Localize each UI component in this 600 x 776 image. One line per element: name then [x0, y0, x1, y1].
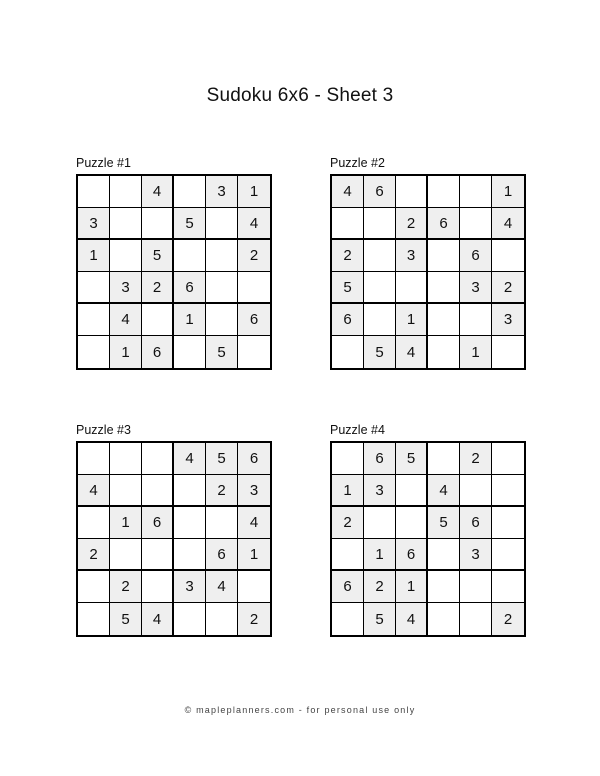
sudoku-cell: 2 [238, 603, 270, 635]
sudoku-cell: 2 [364, 571, 396, 603]
sudoku-cell[interactable] [428, 571, 460, 603]
sudoku-cell[interactable] [492, 336, 524, 368]
sudoku-cell: 1 [460, 336, 492, 368]
sudoku-cell[interactable] [174, 507, 206, 539]
puzzle-label: Puzzle #3 [76, 423, 131, 437]
sudoku-cell: 5 [364, 603, 396, 635]
sudoku-cell: 2 [396, 208, 428, 240]
sudoku-cell[interactable] [332, 336, 364, 368]
sudoku-cell[interactable] [110, 539, 142, 571]
sudoku-cell: 1 [78, 240, 110, 272]
puzzle-3 [76, 421, 270, 637]
sudoku-cell: 2 [238, 240, 270, 272]
sudoku-cell[interactable] [110, 475, 142, 507]
sudoku-cell[interactable] [428, 443, 460, 475]
puzzle-2 [330, 154, 524, 370]
sudoku-cell: 1 [332, 475, 364, 507]
sudoku-cell: 2 [206, 475, 238, 507]
sudoku-cell: 4 [206, 571, 238, 603]
sudoku-cell: 2 [492, 272, 524, 304]
sudoku-cell[interactable] [364, 208, 396, 240]
puzzle-1 [76, 154, 270, 370]
sudoku-cell[interactable] [332, 208, 364, 240]
sudoku-cell: 2 [78, 539, 110, 571]
sudoku-cell: 3 [174, 571, 206, 603]
sudoku-cell[interactable] [142, 443, 174, 475]
sudoku-cell[interactable] [142, 539, 174, 571]
puzzle-label: Puzzle #4 [330, 423, 385, 437]
puzzle-4 [330, 421, 524, 637]
sudoku-cell[interactable] [492, 443, 524, 475]
sudoku-cell: 6 [396, 539, 428, 571]
sudoku-cell[interactable] [396, 475, 428, 507]
sudoku-cell: 6 [238, 304, 270, 336]
sudoku-cell[interactable] [428, 272, 460, 304]
sudoku-cell: 3 [396, 240, 428, 272]
sudoku-cell[interactable] [78, 272, 110, 304]
sudoku-cell: 3 [364, 475, 396, 507]
sudoku-cell: 6 [428, 208, 460, 240]
sudoku-cell[interactable] [174, 603, 206, 635]
sudoku-cell[interactable] [428, 539, 460, 571]
sudoku-cell[interactable] [238, 336, 270, 368]
sudoku-cell[interactable] [460, 603, 492, 635]
sudoku-cell[interactable] [206, 603, 238, 635]
sudoku-cell: 3 [460, 272, 492, 304]
sudoku-cell: 6 [142, 336, 174, 368]
sudoku-cell[interactable] [428, 603, 460, 635]
sudoku-cell: 1 [174, 304, 206, 336]
sudoku-cell[interactable] [492, 240, 524, 272]
sudoku-cell: 4 [110, 304, 142, 336]
sudoku-cell: 5 [110, 603, 142, 635]
puzzle-label: Puzzle #2 [330, 156, 385, 170]
sudoku-cell: 1 [364, 539, 396, 571]
sudoku-cell: 4 [332, 176, 364, 208]
sudoku-cell[interactable] [206, 304, 238, 336]
sudoku-cell[interactable] [110, 208, 142, 240]
sudoku-cell: 4 [396, 336, 428, 368]
sudoku-cell[interactable] [332, 539, 364, 571]
sudoku-cell: 3 [110, 272, 142, 304]
sudoku-cell[interactable] [460, 176, 492, 208]
sudoku-cell[interactable] [206, 272, 238, 304]
sudoku-cell: 6 [206, 539, 238, 571]
sudoku-cell: 4 [238, 208, 270, 240]
sudoku-cell[interactable] [78, 336, 110, 368]
sudoku-cell[interactable] [460, 208, 492, 240]
sudoku-cell[interactable] [492, 507, 524, 539]
sudoku-cell: 2 [492, 603, 524, 635]
sudoku-cell[interactable] [174, 176, 206, 208]
sudoku-cell: 6 [174, 272, 206, 304]
sudoku-cell[interactable] [428, 176, 460, 208]
sudoku-cell: 2 [332, 507, 364, 539]
sudoku-grid [330, 174, 526, 370]
sudoku-cell: 6 [238, 443, 270, 475]
sudoku-cell: 5 [206, 336, 238, 368]
sudoku-cell: 6 [460, 507, 492, 539]
sudoku-cell: 4 [396, 603, 428, 635]
sudoku-cell[interactable] [78, 304, 110, 336]
sudoku-cell[interactable] [110, 443, 142, 475]
sudoku-cell[interactable] [492, 475, 524, 507]
sudoku-cell[interactable] [396, 507, 428, 539]
sudoku-cell: 1 [492, 176, 524, 208]
sudoku-cell: 1 [396, 304, 428, 336]
sudoku-cell[interactable] [396, 272, 428, 304]
sudoku-cell[interactable] [396, 176, 428, 208]
sudoku-cell: 5 [396, 443, 428, 475]
sudoku-cell: 1 [110, 507, 142, 539]
sudoku-cell: 4 [78, 475, 110, 507]
sudoku-cell: 4 [174, 443, 206, 475]
sudoku-grid [330, 441, 526, 637]
sudoku-cell[interactable] [364, 272, 396, 304]
sudoku-cell: 6 [332, 304, 364, 336]
sudoku-cell: 6 [364, 176, 396, 208]
sudoku-cell: 2 [332, 240, 364, 272]
puzzle-label: Puzzle #1 [76, 156, 131, 170]
sudoku-cell[interactable] [238, 272, 270, 304]
sudoku-cell[interactable] [142, 571, 174, 603]
sudoku-cell: 4 [428, 475, 460, 507]
sudoku-cell: 3 [78, 208, 110, 240]
sudoku-cell: 4 [142, 603, 174, 635]
sudoku-cell[interactable] [364, 304, 396, 336]
sudoku-cell: 6 [364, 443, 396, 475]
sudoku-cell: 3 [460, 539, 492, 571]
sudoku-cell[interactable] [78, 443, 110, 475]
sudoku-cell[interactable] [364, 240, 396, 272]
page-title: Sudoku 6x6 - Sheet 3 [206, 85, 394, 106]
sudoku-cell[interactable] [492, 539, 524, 571]
sudoku-cell[interactable] [492, 571, 524, 603]
sudoku-cell[interactable] [174, 475, 206, 507]
sudoku-cell[interactable] [174, 240, 206, 272]
sudoku-cell[interactable] [460, 304, 492, 336]
sudoku-cell: 3 [206, 176, 238, 208]
sudoku-cell[interactable] [174, 336, 206, 368]
sudoku-cell: 6 [332, 571, 364, 603]
sudoku-cell: 2 [460, 443, 492, 475]
sudoku-cell: 4 [238, 507, 270, 539]
sudoku-cell: 5 [428, 507, 460, 539]
sudoku-cell[interactable] [428, 336, 460, 368]
sudoku-cell: 5 [332, 272, 364, 304]
sudoku-cell[interactable] [206, 240, 238, 272]
sudoku-cell: 1 [238, 176, 270, 208]
sudoku-cell[interactable] [142, 475, 174, 507]
sudoku-cell[interactable] [206, 507, 238, 539]
sudoku-cell: 6 [142, 507, 174, 539]
sudoku-cell: 4 [492, 208, 524, 240]
sudoku-cell: 4 [142, 176, 174, 208]
sudoku-cell[interactable] [206, 208, 238, 240]
sudoku-cell: 3 [492, 304, 524, 336]
sudoku-cell[interactable] [142, 208, 174, 240]
sudoku-cell[interactable] [428, 304, 460, 336]
sudoku-cell[interactable] [78, 571, 110, 603]
sudoku-cell[interactable] [78, 507, 110, 539]
sudoku-cell[interactable] [364, 507, 396, 539]
sudoku-cell: 5 [206, 443, 238, 475]
sudoku-cell: 1 [396, 571, 428, 603]
sudoku-cell[interactable] [428, 240, 460, 272]
sudoku-cell[interactable] [110, 176, 142, 208]
sudoku-cell: 2 [110, 571, 142, 603]
sudoku-cell: 5 [174, 208, 206, 240]
sudoku-cell: 6 [460, 240, 492, 272]
sudoku-cell[interactable] [78, 176, 110, 208]
sudoku-grid [76, 174, 272, 370]
sudoku-cell: 1 [110, 336, 142, 368]
sudoku-cell[interactable] [78, 603, 110, 635]
footer-copyright: © mapleplanners.com - for personal use only [184, 705, 416, 715]
sudoku-cell[interactable] [110, 240, 142, 272]
sudoku-cell: 5 [364, 336, 396, 368]
sudoku-cell[interactable] [460, 475, 492, 507]
sudoku-cell: 5 [142, 240, 174, 272]
sudoku-cell: 2 [142, 272, 174, 304]
sudoku-cell[interactable] [332, 603, 364, 635]
sudoku-cell: 1 [238, 539, 270, 571]
sudoku-cell: 3 [238, 475, 270, 507]
sudoku-cell[interactable] [332, 443, 364, 475]
sudoku-grid [76, 441, 272, 637]
sudoku-cell[interactable] [142, 304, 174, 336]
sudoku-cell[interactable] [460, 571, 492, 603]
sudoku-cell[interactable] [174, 539, 206, 571]
sudoku-cell[interactable] [238, 571, 270, 603]
